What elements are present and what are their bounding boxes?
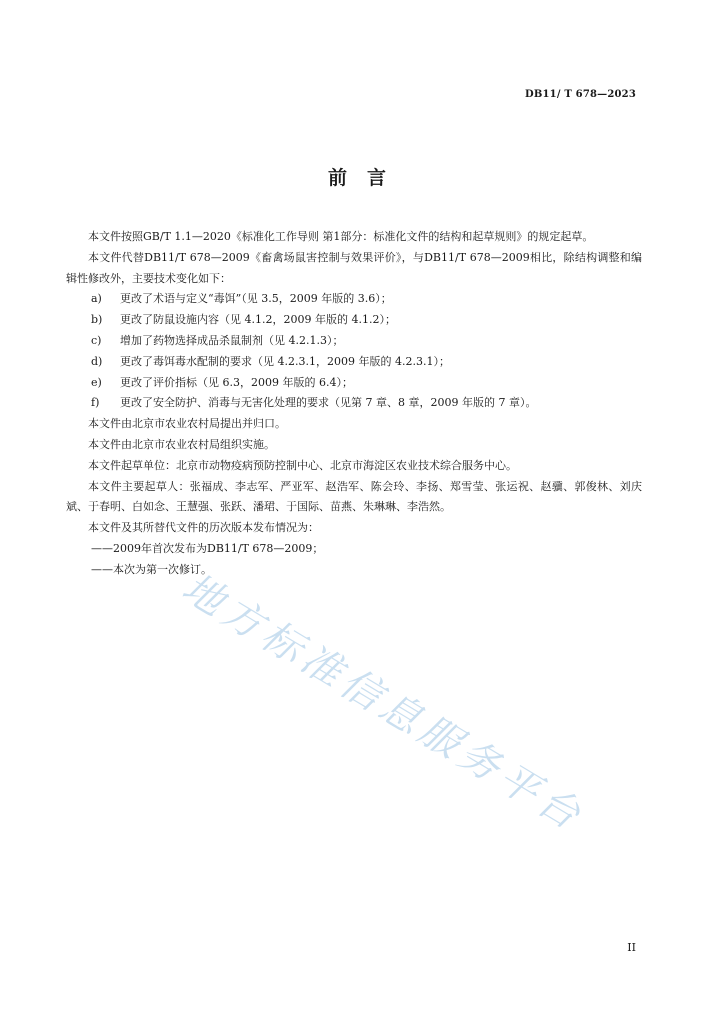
paragraph-drafters: 本文件主要起草人：张福成、李志军、严亚军、赵浩军、陈会玲、李扬、郑雪莹、张运祝、赵骥、郭俊林、刘庆斌、于春明、白如念、王慧强、张跃、潘珺、于国际、苗燕、朱琳琳、李浩然。 — [66, 479, 642, 514]
change-item-label: e) — [91, 375, 102, 389]
change-item-text: 更改了安全防护、消毒与无害化处理的要求（见第 7 章、8 章，2009 年版的 7 章）。 — [120, 396, 537, 410]
paragraph-proposer: 本文件由北京市农业农村局提出并归口。 — [88, 417, 286, 431]
change-item-text: 更改了术语与定义“毒饵”（见 3.5，2009 年版的 3.6）； — [120, 292, 392, 306]
change-item — [66, 289, 642, 310]
history-item: ——本次为第一次修订。 — [91, 562, 212, 576]
watermark: 地方标准信息服务平台 — [174, 564, 593, 842]
paragraph-drafting-rules: 本文件按照GB/T 1.1—2020《标准化工作导则 第1部分：标准化文件的结构和起草规则》的规定起草。 — [88, 230, 594, 243]
change-item — [66, 331, 642, 352]
paragraph-replacement: 本文件代替DB11/T 678—2009《畜禽场鼠害控制与效果评价》，与DB11/T 678—2009相比，除结构调整和编辑性修改外，主要技术变化如下： — [66, 250, 642, 285]
change-item-label: d) — [91, 354, 103, 368]
change-item-label: f) — [91, 396, 100, 410]
foreword-body — [66, 227, 642, 581]
paragraph-drafting-units: 本文件起草单位：北京市动物疫病预防控制中心、北京市海淀区农业技术综合服务中心。 — [88, 458, 517, 472]
change-item-text: 更改了毒饵毒水配制的要求（见 4.2.3.1，2009 年版的 4.2.3.1）； — [120, 354, 450, 368]
page-title: 前言 — [327, 167, 406, 189]
paragraph-history-intro: 本文件及其所替代文件的历次版本发布情况为： — [88, 521, 319, 535]
change-item — [66, 352, 642, 373]
change-item-label: c) — [91, 333, 102, 347]
document-code: DB11/ T 678—2023 — [524, 89, 636, 100]
change-item-label: b) — [91, 313, 103, 327]
paragraph-implementer: 本文件由北京市农业农村局组织实施。 — [88, 437, 275, 451]
change-item-text: 增加了药物选择成品杀鼠制剂（见 4.2.1.3）； — [120, 333, 344, 347]
history-item: ——2009年首次发布为DB11/T 678—2009； — [91, 541, 324, 555]
change-item — [66, 310, 642, 331]
page-number: II — [627, 941, 636, 954]
change-item — [66, 393, 642, 414]
change-item — [66, 373, 642, 394]
change-item-text: 更改了防鼠设施内容（见 4.1.2，2009 年版的 4.1.2）； — [120, 313, 396, 327]
change-item-label: a) — [91, 292, 102, 306]
change-item-text: 更改了评价指标（见 6.3，2009 年版的 6.4）； — [120, 375, 353, 389]
